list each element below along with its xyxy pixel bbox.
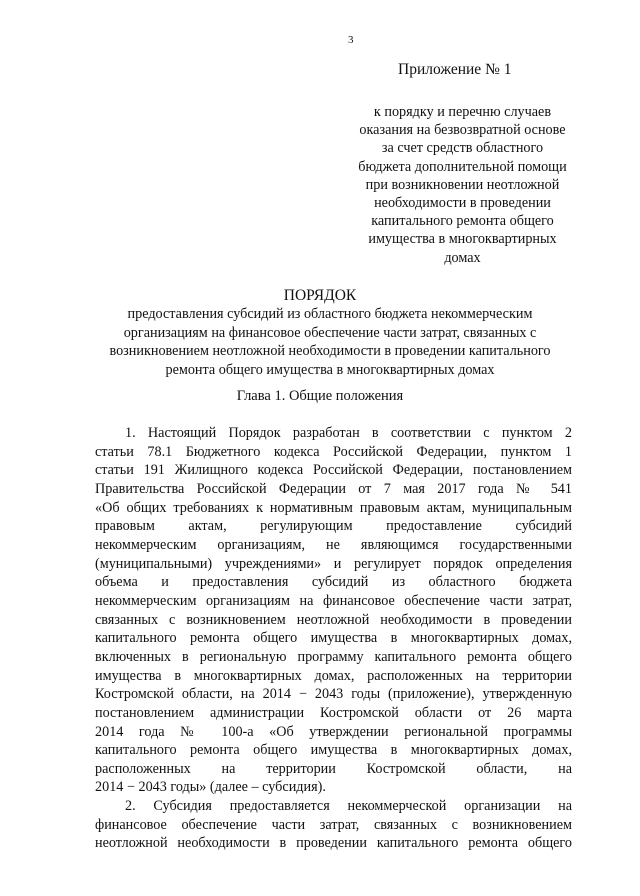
paragraph-1-line: правовым актам, регулирующим предоставление субсидий (95, 518, 572, 535)
subtitle-line: ремонта общего имущества в многоквартирных домах (165, 361, 495, 378)
paragraph-1-line: расположенных на территории Костромской области, на (95, 760, 572, 777)
paragraph-1-line: связанных с возникновением неотложной необходимости в проведении (95, 611, 572, 628)
chapter-heading: Глава 1. Общие положения (236, 388, 404, 404)
subtitle-line: организациям на финансовое обеспечение части затрат, связанных с (123, 324, 537, 341)
appendix-note-line: необходимости в проведении (374, 195, 551, 212)
paragraph-2-line: неотложной необходимости в проведении капитального ремонта общего (95, 835, 572, 852)
page-number: 3 (348, 34, 354, 46)
appendix-note-line: имущества в многоквартирных (368, 231, 557, 248)
paragraph-2-line: 2. Субсидия предоставляется некоммерческой организации на (125, 798, 572, 815)
paragraph-1-line: «Об общих требованиях к нормативным правовым актам, муниципальным (95, 499, 572, 516)
paragraph-1-line: статьи 191 Жилищного кодекса Российской Федерации, постановлением (95, 462, 572, 479)
paragraph-1-line: имущества в многоквартирных домах, расположенных на территории (95, 667, 572, 684)
document-subtitle (80, 305, 580, 379)
appendix-note-line: домах (444, 249, 481, 266)
appendix-note-line: капитального ремонта общего (371, 213, 554, 230)
paragraph-1-line: объема и предоставления субсидий из областного бюджета (95, 574, 572, 591)
document-title: ПОРЯДОК (283, 287, 357, 304)
paragraph-1-line: 1. Настоящий Порядок разработан в соответствии с пунктом 2 (125, 425, 572, 441)
appendix-note-line: оказания на безвозвратной основе (359, 122, 566, 139)
paragraph-1-line: постановлением администрации Костромской области от 26 марта (95, 704, 572, 721)
paragraph-1-line: 2014 года № 100-а «Об утверждении региональной программы (95, 723, 572, 740)
paragraph-1-line: некоммерческим организациям, не являющимся государственными (95, 536, 572, 553)
paragraph-1-line: статьи 78.1 Бюджетного кодекса Российской Федерации, пунктом 1 (95, 443, 572, 460)
paragraph-1-line: капитального ремонта общего имущества в многоквартирных домах, (95, 742, 572, 759)
appendix-title: Приложение № 1 (398, 61, 512, 78)
appendix-note-line: бюджета дополнительной помощи (358, 158, 567, 175)
paragraph-1-line: 2014 − 2043 годы» (далее – субсидия). (95, 779, 326, 796)
appendix-note-line: при возникновении неотложной (365, 176, 560, 193)
paragraph-2-line: финансовое обеспечение части затрат, связанных с возникновением (95, 816, 572, 833)
paragraph-1-line: (муниципальными) учреждениями» и регулирует порядок определения (95, 555, 572, 572)
appendix-note-line: к порядку и перечню случаев (373, 104, 552, 120)
paragraph-1-line: Костромской области, на 2014 − 2043 годы (приложение), утвержденную (95, 686, 572, 703)
appendix-note-line: за счет средств областного (381, 140, 544, 157)
paragraph-1-line: включенных в региональную программу капитального ремонта общего (95, 648, 572, 665)
subtitle-line: возникновением неотложной необходимости в проведении капитального (109, 343, 551, 360)
paragraph-1-line: Правительства Российской Федерации от 7 мая 2017 года № 541 (95, 480, 572, 497)
body-text (95, 424, 572, 853)
appendix-note (340, 103, 585, 267)
subtitle-line: предоставления субсидий из областного бюджета некоммерческим (127, 306, 533, 322)
paragraph-1-line: капитального ремонта общего имущества в многоквартирных домах, (95, 630, 572, 647)
paragraph-1-line: некоммерческим организациям на финансовое обеспечение части затрат, (95, 592, 572, 609)
